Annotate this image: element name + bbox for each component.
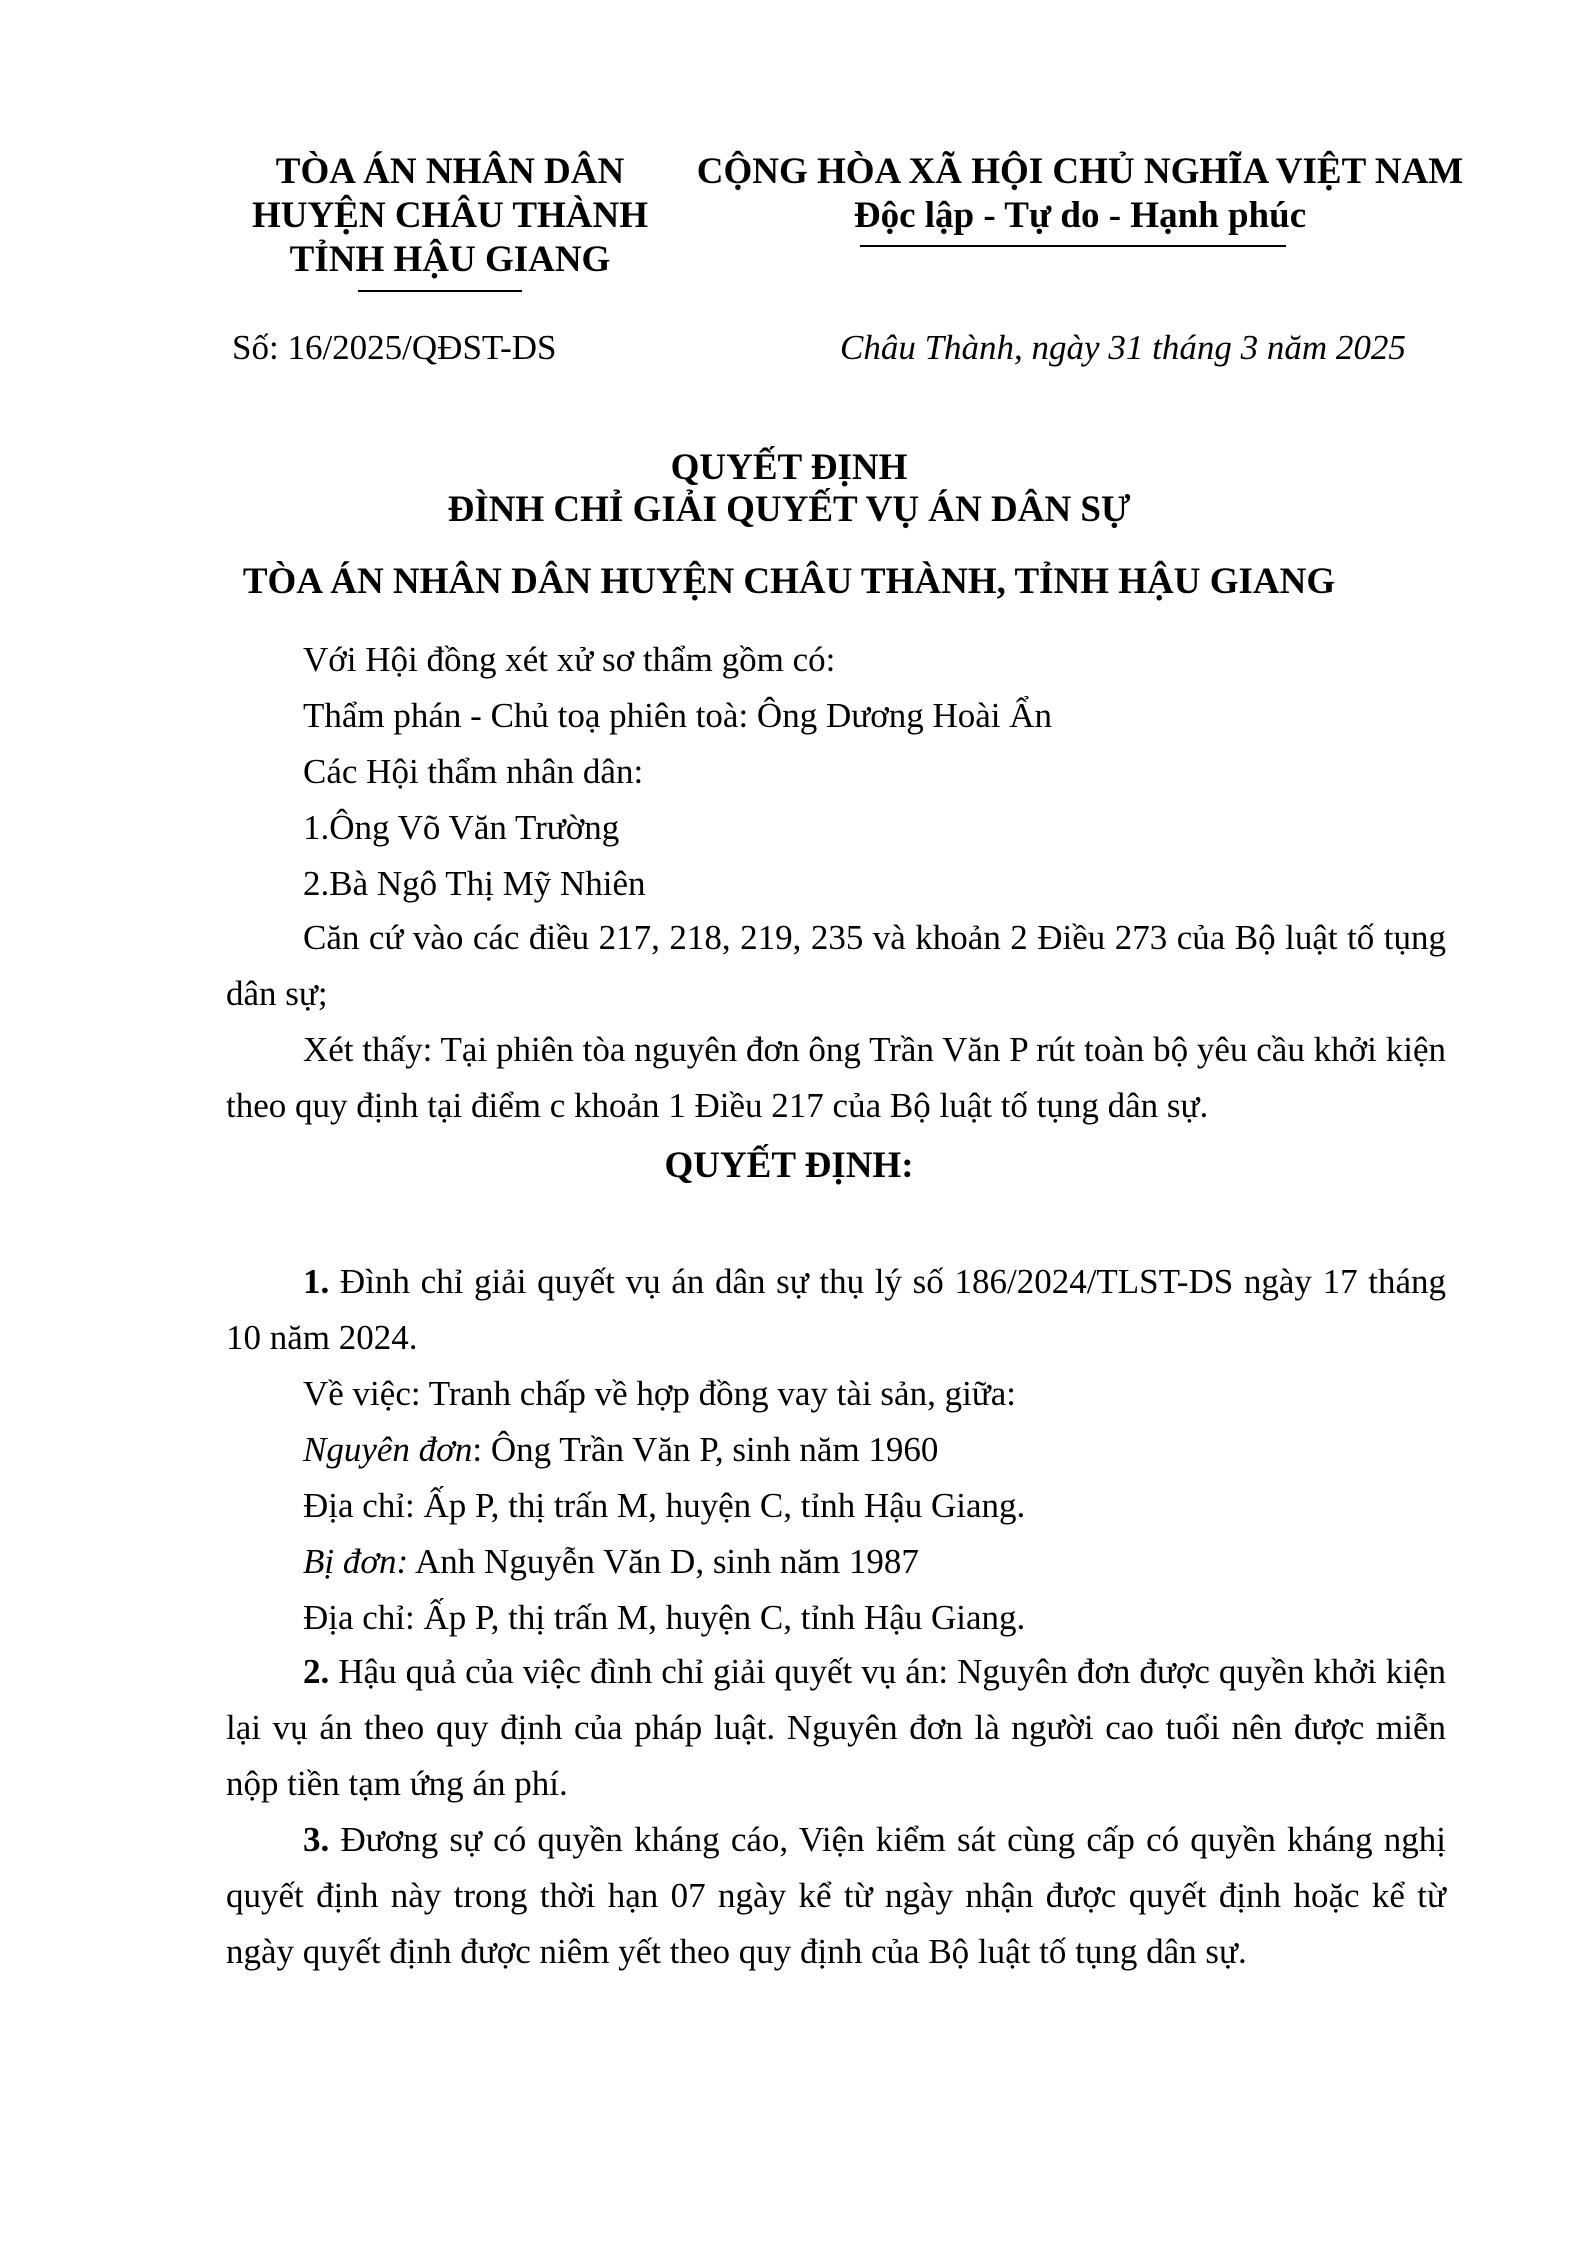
item-2-number: 2.	[303, 1652, 330, 1691]
court-finding: Xét thấy: Tại phiên tòa nguyên đơn ông Trần Văn P rút toàn bộ yêu cầu khởi kiện theo quy định tại điểm c khoản 1 Điều 217 của Bộ luật tố tụng dân sự.	[226, 1030, 1446, 1125]
document-title: QUYẾT ĐỊNH	[670, 447, 908, 488]
legal-basis: Căn cứ vào các điều 217, 218, 219, 235 và khoản 2 Điều 273 của Bộ luật tố tụng dân sự;	[226, 918, 1446, 1013]
document-subtitle: ĐÌNH CHỈ GIẢI QUYẾT VỤ ÁN DÂN SỰ	[447, 489, 1131, 530]
case-matter: Về việc: Tranh chấp về hợp đồng vay tài sản, giữa:	[303, 1374, 1017, 1413]
item-1-text: Đình chỉ giải quyết vụ án dân sự thụ lý số 186/2024/TLST-DS ngày 17 tháng 10 năm 2024.	[226, 1262, 1446, 1357]
plaintiff	[303, 1428, 938, 1472]
item-2-text: Hậu quả của việc đình chỉ giải quyết vụ án: Nguyên đơn được quyền khởi kiện lại vụ án theo quy định của pháp luật. Nguyên đơn là người cao tuổi nên được miễn nộp tiền tạm ứng án phí.	[226, 1652, 1446, 1803]
court-header-underline	[358, 290, 522, 292]
court-header-line-1: TÒA ÁN NHÂN DÂN	[275, 151, 625, 192]
defendant-label: Bị đơn:	[303, 1542, 409, 1581]
defendant	[303, 1540, 919, 1584]
court-header	[200, 150, 700, 282]
item-3-text: Đương sự có quyền kháng cáo, Viện kiểm sát cùng cấp có quyền kháng nghị quyết định này trong thời hạn 07 ngày kể từ ngày nhận được quyết định hoặc kể từ ngày quyết định được niêm yết theo quy định của Bộ luật tố tụng dân sự.	[226, 1820, 1446, 1971]
defendant-value: Anh Nguyễn Văn D, sinh năm 1987	[408, 1542, 919, 1581]
item-1-number: 1.	[303, 1262, 330, 1301]
court-name: TÒA ÁN NHÂN DÂN HUYỆN CHÂU THÀNH, TỈNH HẬU GIANG	[242, 561, 1336, 602]
plaintiff-address: Địa chỉ: Ấp P, thị trấn M, huyện C, tỉnh Hậu Giang.	[303, 1486, 1026, 1525]
panel-assessor-2: 2.Bà Ngô Thị Mỹ Nhiên	[303, 864, 646, 903]
decision-item-2	[226, 1644, 1446, 1812]
court-header-line-2: HUYỆN CHÂU THÀNH	[251, 195, 649, 236]
panel-assessors-label: Các Hội thẩm nhân dân:	[303, 752, 644, 791]
panel-intro: Với Hội đồng xét xử sơ thẩm gồm có:	[303, 640, 836, 679]
document-date: Châu Thành, ngày 31 tháng 3 năm 2025	[840, 328, 1406, 367]
national-motto-underline	[860, 245, 1286, 247]
defendant-address: Địa chỉ: Ấp P, thị trấn M, huyện C, tỉnh Hậu Giang.	[303, 1598, 1026, 1637]
national-motto: Độc lập - Tự do - Hạnh phúc	[853, 195, 1307, 236]
decision-item-3	[226, 1812, 1446, 1980]
panel-assessor-1: 1.Ông Võ Văn Trường	[303, 808, 620, 847]
national-header	[680, 150, 1480, 238]
plaintiff-value: : Ông Trần Văn P, sinh năm 1960	[472, 1430, 939, 1469]
decision-heading: QUYẾT ĐỊNH:	[664, 1145, 914, 1186]
document-number: Số: 16/2025/QĐST-DS	[232, 328, 557, 367]
item-3-number: 3.	[303, 1820, 330, 1859]
decision-item-1	[226, 1254, 1446, 1366]
national-title: CỘNG HÒA XÃ HỘI CHỦ NGHĨA VIỆT NAM	[696, 151, 1464, 192]
plaintiff-label: Nguyên đơn	[303, 1430, 473, 1469]
court-header-line-3: TỈNH HẬU GIANG	[289, 239, 611, 280]
panel-judge: Thẩm phán - Chủ toạ phiên toà: Ông Dương Hoài Ẩn	[303, 696, 1053, 735]
